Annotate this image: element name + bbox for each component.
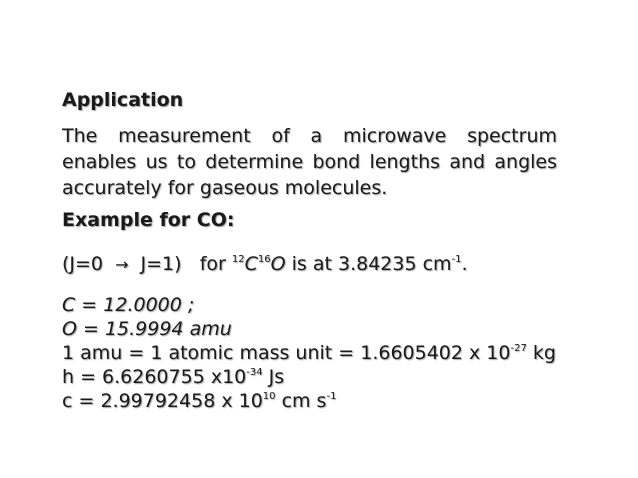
oxygen-mass-line xyxy=(62,318,232,341)
oxygen-mass-text: O = 15.9994 amu xyxy=(62,318,232,340)
transition-line xyxy=(62,253,468,276)
example-title: Example for CO: xyxy=(62,209,235,231)
transition-lower: (J=0 xyxy=(62,253,104,275)
light-speed-exponent: 10 xyxy=(262,391,276,402)
planck-line xyxy=(62,366,284,389)
oxygen-symbol: O xyxy=(270,253,286,275)
amu-line xyxy=(62,342,556,365)
amu-unit: kg xyxy=(532,342,556,364)
carbon-mass-line xyxy=(62,294,194,317)
line-end: . xyxy=(461,253,468,275)
heading: Application xyxy=(62,89,184,111)
light-speed-text: c = 2.99792458 x 10 xyxy=(62,390,263,412)
light-speed-unit: cm s xyxy=(281,390,327,412)
amu-exponent: -27 xyxy=(510,343,527,354)
transition-upper: J=1) xyxy=(140,253,182,275)
for-text: for xyxy=(199,253,226,275)
planck-exponent: -34 xyxy=(246,367,263,378)
arrow-icon: → xyxy=(115,255,129,274)
carbon-symbol: C xyxy=(244,253,258,275)
planck-text: h = 6.6260755 x10 xyxy=(62,366,247,388)
frequency-text: is at 3.84235 cm xyxy=(291,253,452,275)
frequency-exponent: -1 xyxy=(451,254,462,265)
light-speed-line xyxy=(62,390,336,413)
planck-unit: Js xyxy=(268,366,285,388)
description-paragraph: The measurement of a microwave spectrum enables us to determine bond lengths and angles accurately for gaseous molecules. xyxy=(62,125,557,199)
amu-text: 1 amu = 1 atomic mass unit = 1.6605402 x 10 xyxy=(62,342,511,364)
carbon-mass-text: C = 12.0000 ; xyxy=(62,294,195,316)
carbon-mass-number: 12 xyxy=(231,254,245,265)
light-speed-unit-exponent: -1 xyxy=(326,391,337,402)
oxygen-mass-number: 16 xyxy=(257,254,271,265)
